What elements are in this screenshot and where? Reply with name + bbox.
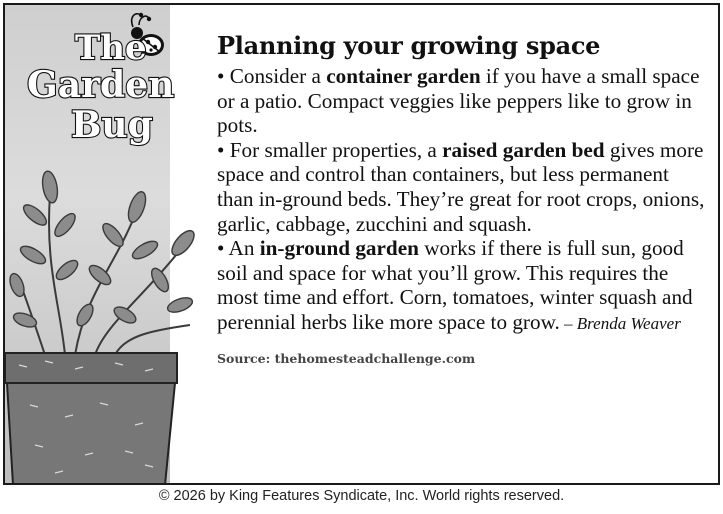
flower-pot [5,353,177,485]
source-credit: Source: thehomesteadchallenge.com [217,350,476,366]
potted-plant-illustration [5,155,205,485]
bullet-text: An [224,236,260,261]
bullet-text: works if there is full sun, good soil and space for what you’ll grow. This requires the most time and effort. Corn, tomatoes, winter squash and perennial herbs like more space to grow. [217,236,693,334]
bullet-marker: • [217,64,225,88]
bullet-in-ground-garden [217,236,709,336]
logo-text-garden: Garden [27,64,175,106]
bullet-highlight: in-ground garden [259,236,419,261]
bullet-text: Consider a [224,64,327,88]
logo-text-bug: Bug [71,104,153,146]
article-content [217,31,709,366]
bullet-text: For smaller properties, a [224,137,443,162]
bullet-container-garden [217,64,709,138]
bullet-text: if you have a small space or a patio. Compact veggies like peppers like to grow in pots. [217,64,700,138]
bullet-raised-garden-bed [217,138,709,236]
bullet-highlight: container garden [326,64,481,88]
copyright-notice: © 2026 by King Features Syndicate, Inc. World rights reserved. [158,488,565,504]
author-name: Brenda Weaver [576,313,681,333]
panel-frame [3,3,720,485]
author-dash: – [559,313,577,333]
bullet-text: gives more space and control than containers, but less permanent than in-ground beds. They’re great for root crops, onions, garlic, cabbage, zucchini and squash. [217,137,705,236]
bullet-marker: • [217,236,225,261]
article-title: Planning your growing space [217,31,601,60]
garden-bug-logo [5,5,205,155]
illustration-sidebar [5,5,205,483]
bullet-marker: • [217,137,225,162]
logo-text-the: The [75,28,147,68]
bullet-highlight: raised garden bed [442,137,605,162]
